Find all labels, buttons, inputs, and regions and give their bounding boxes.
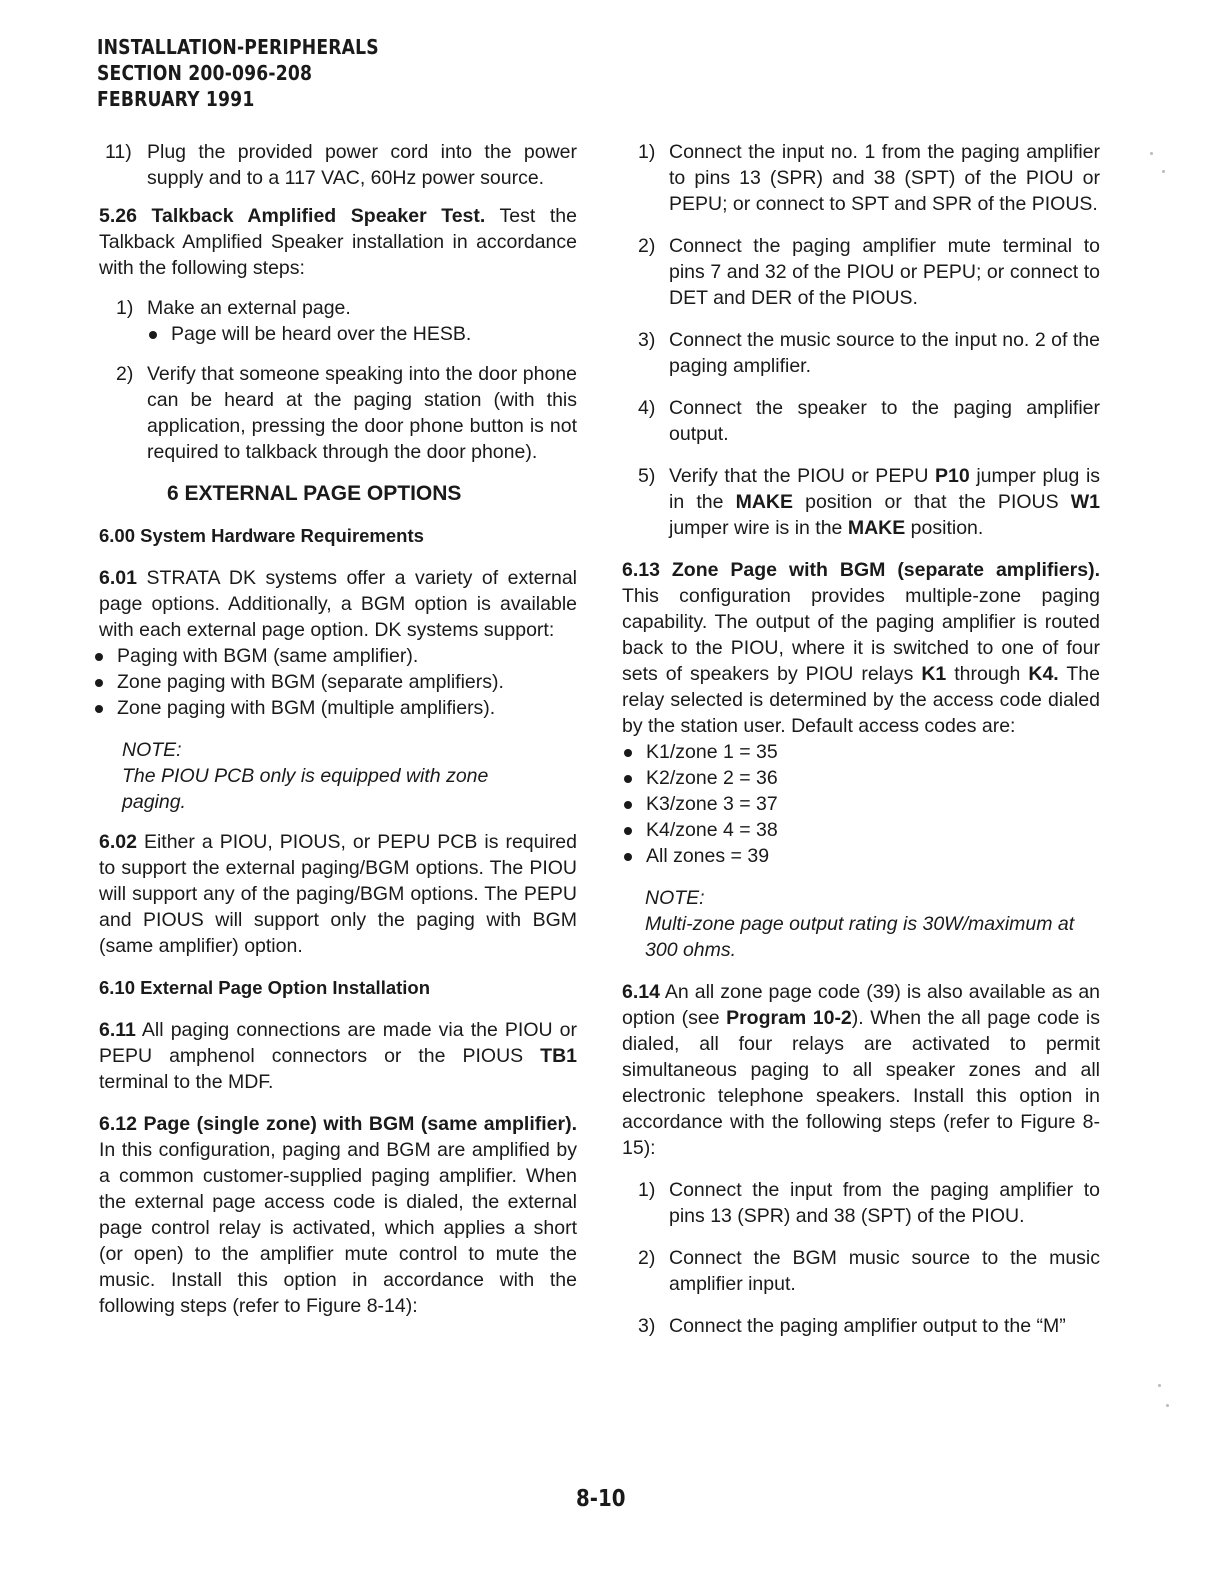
section-text: through bbox=[954, 663, 1021, 685]
step-text: Connect the speaker to the paging amplifier output. bbox=[669, 397, 1100, 445]
section-6-10-title: 6.10 External Page Option Installation bbox=[99, 977, 431, 998]
s526-step-1-bullet bbox=[99, 321, 577, 347]
step-number: 2) bbox=[638, 1247, 656, 1269]
s612-step-3 bbox=[622, 327, 1100, 379]
step-text: position. bbox=[910, 517, 984, 539]
scan-speck bbox=[1158, 1384, 1161, 1387]
step-number: 5) bbox=[638, 465, 656, 487]
section-6-02 bbox=[99, 829, 577, 959]
section-text: STRATA DK systems offer a variety of external page options. Additionally, a BGM option is available with each external page option. DK systems support: bbox=[99, 567, 577, 641]
step-number: 3) bbox=[638, 1315, 656, 1337]
step-text: Connect the music source to the input no. 2 of the paging amplifier. bbox=[669, 329, 1100, 377]
section-5-26-title: 5.26 Talkback Amplified Speaker Test. bbox=[99, 205, 486, 227]
section-text: ). When the all page code is dialed, all four relays are activated to permit simultaneous paging to all speaker zones and all electronic telephone speakers. Install this option in accordance with the following steps (refer to Figure 8-15): bbox=[622, 1007, 1100, 1159]
section-6-11 bbox=[99, 1017, 577, 1095]
step-text: Make an external page. bbox=[147, 297, 351, 319]
step-text: Connect the BGM music source to the music amplifier input. bbox=[669, 1247, 1100, 1295]
bullet-text: Page will be heard over the HESB. bbox=[171, 323, 472, 345]
s614-step-3 bbox=[622, 1313, 1100, 1339]
section-5-26-text: Test the Talkback Amplified Speaker installation in accordance with the following steps: bbox=[99, 205, 577, 279]
step-number: 11) bbox=[105, 141, 132, 163]
make-label: MAKE bbox=[847, 517, 906, 539]
section-6-00-title: 6.00 System Hardware Requirements bbox=[99, 525, 424, 546]
section-number: 6.14 bbox=[622, 981, 660, 1003]
access-codes-list bbox=[622, 739, 1100, 869]
list-item: K3/zone 3 = 37 bbox=[622, 791, 1100, 817]
s612-step-2 bbox=[622, 233, 1100, 311]
note-label: NOTE: bbox=[645, 887, 705, 909]
scan-speck bbox=[1150, 152, 1153, 155]
scan-speck bbox=[1162, 170, 1165, 173]
s526-step-2 bbox=[99, 361, 577, 465]
w1-label: W1 bbox=[1070, 491, 1101, 513]
section-6-12 bbox=[99, 1111, 577, 1319]
s612-step-4 bbox=[622, 395, 1100, 447]
list-item: All zones = 39 bbox=[622, 843, 1100, 869]
step-number: 2) bbox=[116, 363, 134, 385]
step-number: 1) bbox=[116, 297, 134, 319]
section-text: In this configuration, paging and BGM are amplified by a common customer-supplied paging amplifier. When the external page access code is dialed, the external page control relay is activated, which applies a short (or open) to the amplifier mute control to mute the music. Install this option in accordance with the following steps (refer to Figure 8-14): bbox=[99, 1139, 577, 1317]
section-6-12-title: 6.12 Page (single zone) with BGM (same amplifier). bbox=[99, 1113, 577, 1135]
section-number: 6.11 bbox=[99, 1019, 136, 1041]
s614-step-1 bbox=[622, 1177, 1100, 1229]
right-column bbox=[622, 139, 1100, 1339]
step-text: Connect the input no. 1 from the paging amplifier to pins 13 (SPR) and 38 (SPT) of the PIOU or PEPU; or connect to SPT and SPR of the PIOUS. bbox=[669, 141, 1100, 215]
step-text: Connect the input from the paging amplifier to pins 13 (SPR) and 38 (SPT) of the PIOU. bbox=[669, 1179, 1100, 1227]
note-2 bbox=[622, 885, 1100, 963]
section-6-title: 6 EXTERNAL PAGE OPTIONS bbox=[167, 482, 462, 505]
note-text: The PIOU PCB only is equipped with zone paging. bbox=[122, 765, 489, 813]
section-6-13-title: 6.13 Zone Page with BGM (separate amplifiers). bbox=[622, 559, 1100, 581]
step-number: 1) bbox=[638, 141, 656, 163]
step-text: position or that the PIOUS bbox=[805, 491, 1059, 513]
note-1 bbox=[99, 737, 577, 815]
section-text: Either a PIOU, PIOUS, or PEPU PCB is required to support the external paging/BGM options. The PIOU will support any of the paging/BGM options. The PEPU and PIOUS will support only the paging with BGM (same amplifier) option. bbox=[99, 831, 578, 957]
list-item: Zone paging with BGM (separate amplifiers). bbox=[93, 669, 577, 695]
step-11 bbox=[99, 139, 577, 191]
step-text: Connect the paging amplifier output to the “M” bbox=[669, 1315, 1066, 1337]
tb1-label: TB1 bbox=[540, 1045, 577, 1067]
note-text: Multi-zone page output rating is 30W/maximum at 300 ohms. bbox=[645, 913, 1075, 961]
note-label: NOTE: bbox=[122, 739, 182, 761]
step-number: 1) bbox=[638, 1179, 656, 1201]
k1-label: K1 bbox=[921, 663, 947, 685]
header-section: SECTION 200-096-208 bbox=[97, 61, 313, 85]
section-6-13 bbox=[622, 557, 1100, 739]
program-ref: Program 10-2 bbox=[726, 1007, 852, 1029]
step-text: Verify that someone speaking into the door phone can be heard at the paging station (with this application, pressing the door phone button is not required to talkback through the door phone). bbox=[147, 363, 577, 463]
paging-options-list bbox=[93, 643, 577, 721]
section-6-14 bbox=[622, 979, 1100, 1161]
header-date: FEBRUARY 1991 bbox=[97, 87, 255, 111]
step-number: 2) bbox=[638, 235, 656, 257]
section-text: This configuration provides multiple-zone paging capability. The output of the paging amplifier is routed back to the PIOU, where it is switched to one of four sets of speakers by PIOU relays bbox=[622, 585, 1100, 685]
scan-speck bbox=[1166, 1404, 1169, 1407]
step-text: Plug the provided power cord into the power supply and to a 117 VAC, 60Hz power source. bbox=[147, 141, 577, 189]
left-column bbox=[99, 139, 577, 1319]
section-text: terminal to the MDF. bbox=[99, 1071, 274, 1093]
list-item: Zone paging with BGM (multiple amplifiers). bbox=[93, 695, 577, 721]
section-text: The relay selected is determined by the access code dialed by the station user. Default access codes are: bbox=[622, 663, 1100, 737]
page-number: 8-10 bbox=[576, 1486, 626, 1512]
page-header bbox=[97, 34, 379, 112]
step-number: 3) bbox=[638, 329, 656, 351]
section-number: 6.01 bbox=[99, 567, 137, 589]
step-text: Verify that the PIOU or PEPU bbox=[669, 465, 929, 487]
step-number: 4) bbox=[638, 397, 656, 419]
s526-step-1 bbox=[99, 295, 577, 321]
section-text: An all zone page code (39) is also available as an option (see bbox=[622, 981, 1101, 1029]
section-6-01 bbox=[99, 565, 577, 643]
s612-step-5 bbox=[622, 463, 1100, 541]
p10-label: P10 bbox=[935, 465, 970, 487]
make-label: MAKE bbox=[735, 491, 794, 513]
step-text: jumper plug is in the bbox=[669, 465, 1101, 513]
step-text: Connect the paging amplifier mute terminal to pins 7 and 32 of the PIOU or PEPU; or connect to DET and DER of the PIOUS. bbox=[669, 235, 1100, 309]
section-text: All paging connections are made via the PIOU or PEPU amphenol connectors or the PIOUS bbox=[99, 1019, 578, 1067]
list-item: K2/zone 2 = 36 bbox=[622, 765, 1100, 791]
list-item: K4/zone 4 = 38 bbox=[622, 817, 1100, 843]
step-text: jumper wire is in the bbox=[669, 517, 843, 539]
header-title: INSTALLATION-PERIPHERALS bbox=[97, 35, 379, 59]
s612-step-1 bbox=[622, 139, 1100, 217]
section-5-26 bbox=[99, 203, 577, 281]
k4-label: K4. bbox=[1028, 663, 1059, 685]
s614-step-2 bbox=[622, 1245, 1100, 1297]
section-number: 6.02 bbox=[99, 831, 137, 853]
list-item: K1/zone 1 = 35 bbox=[622, 739, 1100, 765]
list-item: Paging with BGM (same amplifier). bbox=[93, 643, 577, 669]
